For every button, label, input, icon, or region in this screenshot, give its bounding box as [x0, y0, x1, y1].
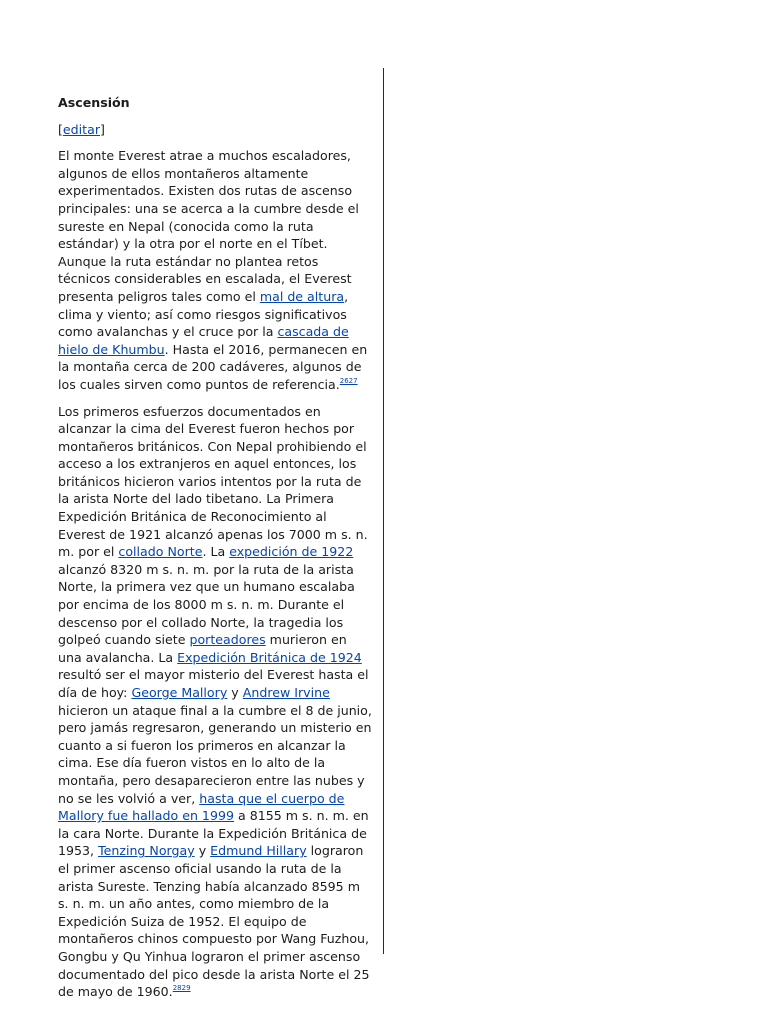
paragraph-text: y	[194, 843, 211, 859]
link-cuerpo-mallory-1999[interactable]: hasta que el cuerpo de Mallory fue hallado en 1999	[58, 790, 345, 824]
edit-bracket-close: ]	[100, 121, 105, 137]
reference-superscript	[173, 984, 191, 992]
link-andrew-irvine[interactable]: Andrew Irvine	[242, 685, 330, 700]
paragraph-text: murieron en una avalancha. La	[58, 632, 347, 665]
column-divider	[383, 68, 384, 954]
reference-link[interactable]: 2829	[172, 984, 191, 993]
paragraph-text: El monte Everest atrae a muchos escaladores, algunos de ellos montañeros altamente experimentados. Existen dos rutas de ascenso principales: una se acerca a la cumbre desde el sureste en Nepal (conocida como la ruta estándar) y la otra por el norte en el Tíbet. Aunque la ruta estándar no plantea retos técnicos considerables en escalada, el Everest presenta peligros tales como el	[58, 148, 359, 304]
paragraph-text: alcanzó 8320 m s. n. m. por la ruta de la arista Norte, la primera vez que un humano escalaba por encima de los 8000 m s. n. m. Durante el descenso por el collado Norte, la tragedia los golpeó cuando siete	[58, 561, 355, 648]
link-expedicion-1922[interactable]: expedición de 1922	[229, 544, 354, 560]
paragraph-history	[58, 403, 372, 1001]
link-george-mallory[interactable]: George Mallory	[131, 685, 228, 700]
edit-link[interactable]: editar	[62, 121, 100, 137]
link-porteadores[interactable]: porteadores	[189, 632, 266, 648]
paragraph-text: . La	[202, 544, 230, 560]
paragraph-text: resultó ser el mayor misterio del Everest hasta el día de hoy:	[58, 667, 369, 700]
paragraph-text: y	[227, 685, 243, 700]
paragraph-text: Los primeros esfuerzos documentados en alcanzar la cima del Everest fueron hechos por montañeros británicos. Con Nepal prohibiendo el acceso a los extranjeros en aquel entonces, los británicos hicieron varios intentos por la ruta de la arista Norte del lado tibetano. La Primera Expedición Británica de Reconocimiento al Everest de 1921 alcanzó apenas los 7000 m s. n. m. por el	[58, 403, 368, 560]
link-collado-norte[interactable]: collado Norte	[118, 544, 203, 560]
paragraph-intro	[58, 147, 372, 393]
paragraph-text: hicieron un ataque final a la cumbre el 8 de junio, pero jamás regresaron, generando un misterio en cuanto a si fueron los primeros en alcanzar la cima. Ese día fueron vistos en lo alto de la montaña, pero desaparecieron entre las nubes y no se les volvió a ver,	[58, 702, 372, 806]
paragraph-text: lograron el primer ascenso oficial usando la ruta de la arista Sureste. Tenzing había alcanzado 8595 m s. n. m. un año antes, como miembro de la Expedición Suiza de 1952. El equipo de montañeros chinos compuesto por Wang Fuzhou, Gongbu y Qu Yinhua lograron el primer ascenso documentado del pico desde la arista Norte el 25 de mayo de 1960.	[58, 843, 370, 1000]
link-edmund-hillary[interactable]: Edmund Hillary	[210, 843, 307, 859]
link-mal-de-altura[interactable]: mal de altura	[259, 288, 345, 304]
paragraph-text: a 8155 m s. n. m. en la cara Norte. Durante la Expedición Británica de 1953,	[58, 808, 369, 859]
article-column	[58, 94, 372, 1010]
section-heading: Ascensión	[58, 95, 130, 110]
paragraph-text: . Hasta el 2016, permanecen en la montaña cerca de 200 cadáveres, algunos de los cuales sirven como puntos de referencia.	[58, 341, 368, 392]
edit-section-line	[58, 121, 372, 139]
link-tenzing-norgay[interactable]: Tenzing Norgay	[98, 843, 195, 859]
paragraph-text: , clima y viento; así como riesgos significativos como avalanchas y el cruce por la	[58, 288, 349, 340]
link-expedicion-1924[interactable]: Expedición Británica de 1924	[177, 649, 362, 665]
edit-bracket-open: [	[58, 121, 63, 137]
link-cascada-khumbu[interactable]: cascada de hielo de Khumbu	[58, 324, 349, 357]
reference-superscript	[340, 377, 358, 385]
reference-link[interactable]: 2627	[339, 376, 358, 385]
